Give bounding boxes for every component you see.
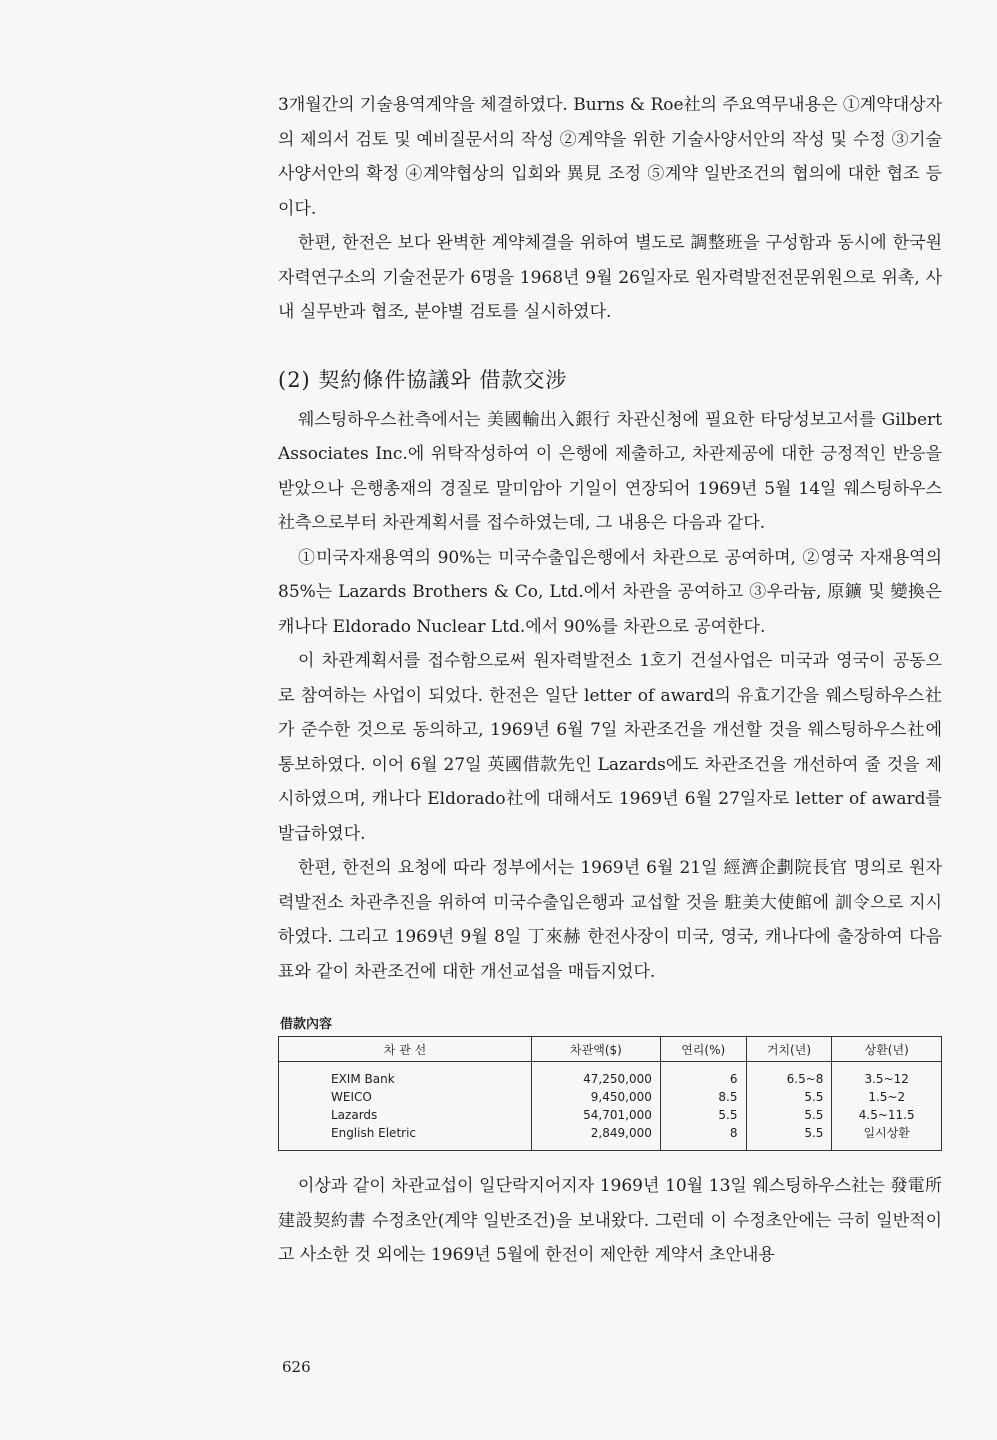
- cell-interest: 8: [660, 1124, 746, 1151]
- table-title: 借款內容: [280, 1017, 333, 1032]
- loan-table: [278, 1036, 942, 1151]
- header-interest: 연리(%): [660, 1037, 746, 1062]
- cell-repayment: 4.5~11.5: [832, 1106, 942, 1124]
- header-repayment: 상환(년): [832, 1037, 942, 1062]
- header-lender: 차 관 선: [279, 1037, 532, 1062]
- table-row: [279, 1106, 942, 1124]
- paragraph-joint-project: 이 차관계획서를 접수함으로써 원자력발전소 1호기 건설사업은 미국과 영국이 공동으로 참여하는 사업이 되었다. 한전은 일단 letter of award의 유효기간을 웨스팅하우스社가 준수한 것으로 동의하고, 1969년 6월 7일 차관조건을 개선할 것을 웨스팅하우스社에 통보하였다. 이어 6월 27일 英國借款先인 Lazards에도 차관조건을 개선하여 줄 것을 제시하였으며, 캐나다 Eldorado社에 대해서도 1969년 6월 27일자로 letter of award를 발급하였다.: [278, 651, 942, 844]
- cell-repayment: 일시상환: [832, 1124, 942, 1151]
- cell-grace: 5.5: [746, 1106, 832, 1124]
- cell-amount: 54,701,000: [532, 1106, 661, 1124]
- section-heading: (2) 契約條件協議와 借款交涉: [278, 367, 568, 392]
- paragraph-revised-draft: 이상과 같이 차관교섭이 일단락지어지자 1969년 10월 13일 웨스팅하우스社는 發電所建設契約書 수정초안(계약 일반조건)을 보내왔다. 그런데 이 수정초안에는 극히 일반적이고 사소한 것 외에는 1969년 5월에 한전이 제안한 계약서 초안내용: [278, 1176, 942, 1265]
- cell-lender: WEICO: [279, 1088, 532, 1106]
- cell-interest: 6: [660, 1062, 746, 1089]
- cell-lender: English Eletric: [279, 1124, 532, 1151]
- cell-amount: 47,250,000: [532, 1062, 661, 1089]
- cell-lender: Lazards: [279, 1106, 532, 1124]
- cell-lender: EXIM Bank: [279, 1062, 532, 1089]
- cell-amount: 2,849,000: [532, 1124, 661, 1151]
- cell-grace: 6.5~8: [746, 1062, 832, 1089]
- cell-interest: 5.5: [660, 1106, 746, 1124]
- page-number: 626: [282, 1358, 311, 1376]
- cell-interest: 8.5: [660, 1088, 746, 1106]
- paragraph-loan-plan: 웨스팅하우스社측에서는 美國輸出入銀行 차관신청에 필요한 타당성보고서를 Gilbert Associates Inc.에 위탁작성하여 이 은행에 제출하고, 차관제공에 대한 긍정적인 반응을 받았으나 은행총재의 경질로 말미암아 기일이 연장되어 1969년 5월 14일 웨스팅하우스社측으로부터 차관계획서를 접수하였는데, 그 내용은 다음과 같다.: [278, 409, 942, 533]
- cell-repayment: 3.5~12: [832, 1062, 942, 1089]
- header-grace: 거치(년): [746, 1037, 832, 1062]
- header-amount: 차관액($): [532, 1037, 661, 1062]
- table-row: [279, 1062, 942, 1089]
- cell-amount: 9,450,000: [532, 1088, 661, 1106]
- cell-repayment: 1.5~2: [832, 1088, 942, 1106]
- paragraph-loan-terms: ①미국자재용역의 90%는 미국수출입은행에서 차관으로 공여하며, ②영국 자재용역의 85%는 Lazards Brothers & Co, Ltd.에서 차관을 공여하고 ③우라늄, 原鑛 및 變換은 캐나다 Eldorado Nuclear Ltd.에서 90%를 차관으로 공여한다.: [278, 547, 942, 637]
- table-row: [279, 1124, 942, 1151]
- page-body: [278, 88, 942, 1273]
- paragraph-consulting-contract: 3개월간의 기술용역계약을 체결하였다. Burns & Roe社의 주요역무내용은 ①계약대상자의 제의서 검토 및 예비질문서의 작성 ②계약을 위한 기술사양서안의 작성 및 수정 ③기술사양서안의 확정 ④계약협상의 입회와 異見 조정 ⑤계약 일반조건의 협의에 대한 협조 등이다.: [278, 95, 942, 219]
- paragraph-adjustment-team: 한편, 한전은 보다 완벽한 계약체결을 위하여 별도로 調整班을 구성함과 동시에 한국원자력연구소의 기술전문가 6명을 1968년 9월 26일자로 원자력발전전문위원으로 위촉, 사내 실무반과 협조, 분야별 검토를 실시하였다.: [278, 233, 942, 322]
- cell-grace: 5.5: [746, 1124, 832, 1151]
- table-header-row: [279, 1037, 942, 1062]
- table-row: [279, 1088, 942, 1106]
- cell-grace: 5.5: [746, 1088, 832, 1106]
- paragraph-government-order: 한편, 한전의 요청에 따라 정부에서는 1969년 6월 21일 經濟企劃院長官 명의로 원자력발전소 차관추진을 위하여 미국수출입은행과 교섭할 것을 駐美大使館에 訓令으로 지시하였다. 그리고 1969년 9월 8일 丁來赫 한전사장이 미국, 영국, 캐나다에 출장하여 다음 표와 같이 차관조건에 대한 개선교섭을 매듭지었다.: [278, 858, 942, 982]
